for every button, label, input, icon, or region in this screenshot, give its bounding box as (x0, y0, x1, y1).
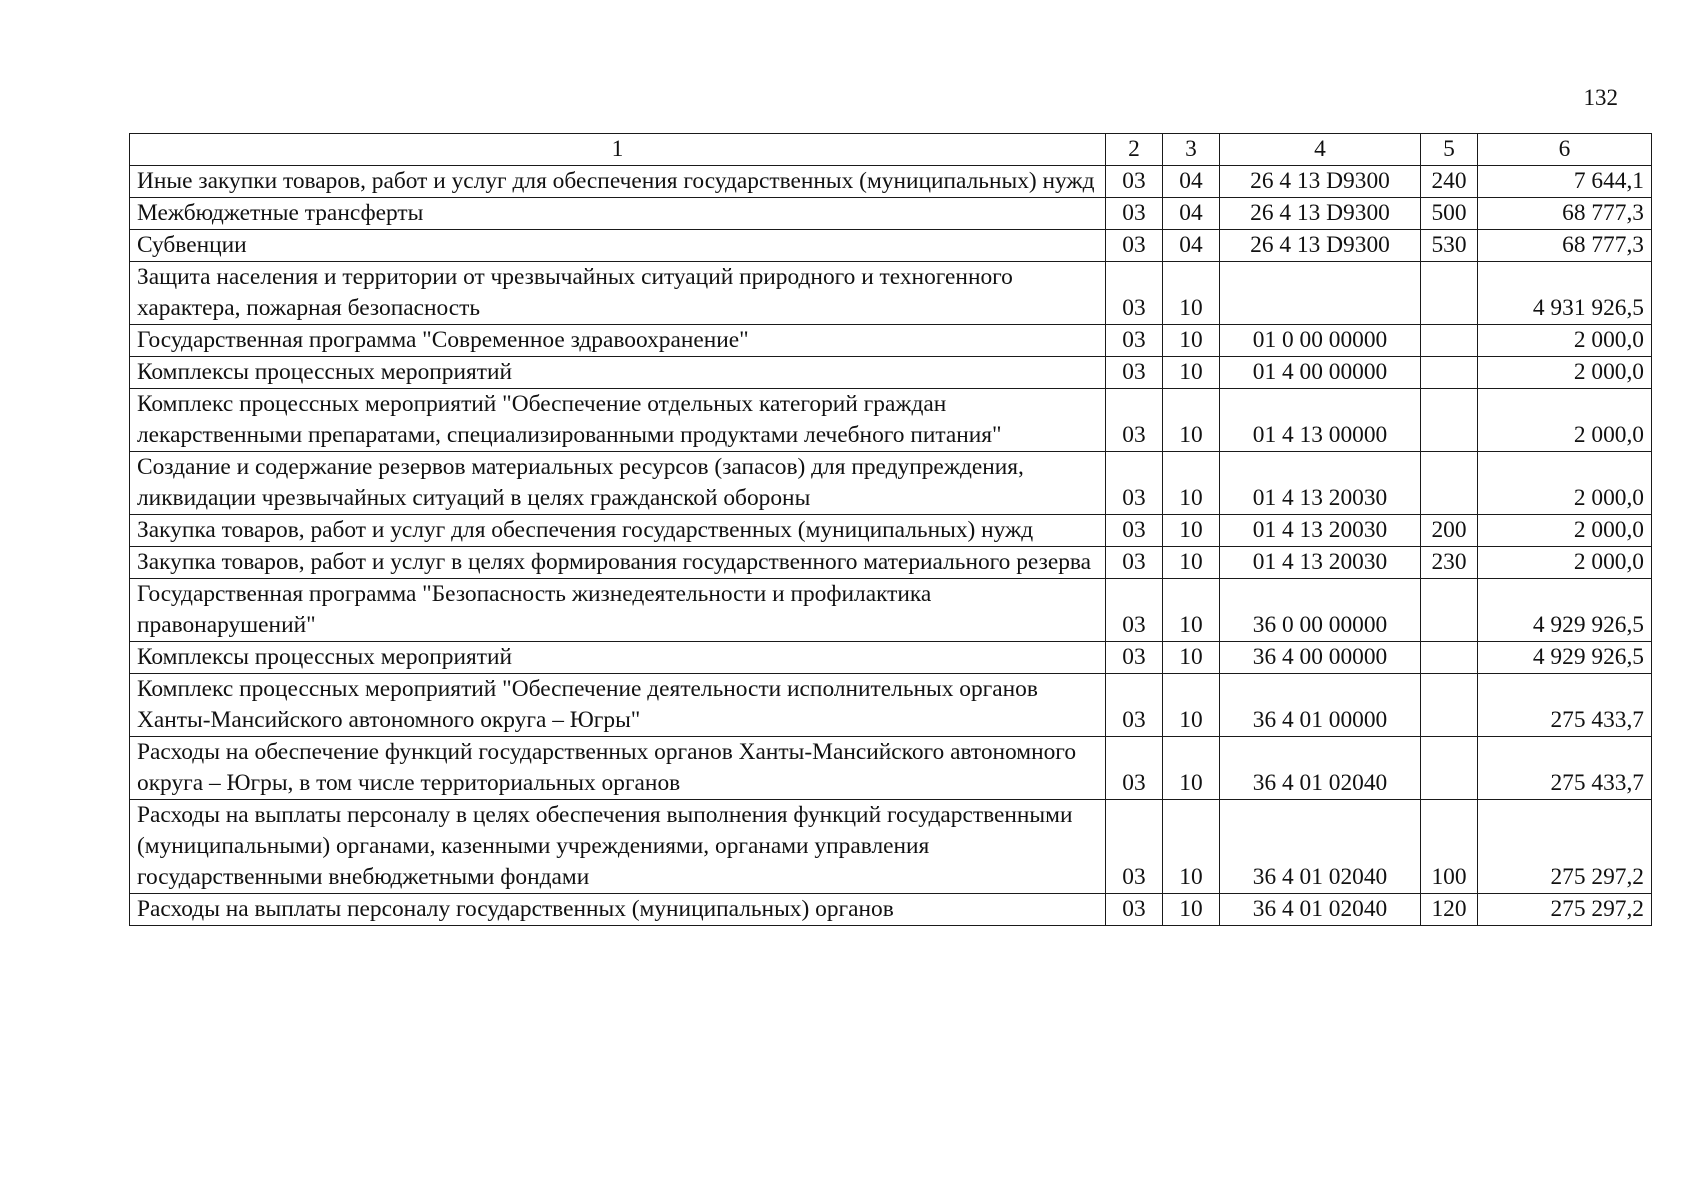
row-subsection: 10 (1163, 357, 1220, 389)
row-target-article: 26 4 13 D9300 (1220, 230, 1421, 262)
row-expense-type: 530 (1421, 230, 1478, 262)
table-row (130, 389, 1652, 452)
row-amount: 4 929 926,5 (1478, 642, 1652, 674)
row-target-article: 01 4 13 20030 (1220, 515, 1421, 547)
table-row (130, 198, 1652, 230)
row-section: 03 (1106, 357, 1163, 389)
row-subsection: 10 (1163, 800, 1220, 894)
row-subsection: 10 (1163, 642, 1220, 674)
row-subsection: 10 (1163, 674, 1220, 737)
row-expense-type (1421, 389, 1478, 452)
row-section: 03 (1106, 389, 1163, 452)
row-name: Закупка товаров, работ и услуг для обеспечения государственных (муниципальных) нужд (130, 515, 1106, 547)
row-amount: 2 000,0 (1478, 389, 1652, 452)
row-target-article: 36 4 01 02040 (1220, 737, 1421, 800)
row-target-article: 01 0 00 00000 (1220, 325, 1421, 357)
row-expense-type: 230 (1421, 547, 1478, 579)
page-number: 132 (1583, 85, 1618, 110)
row-name: Расходы на обеспечение функций государственных органов Ханты-Мансийского автономного округа – Югры, в том числе территориальных органов (130, 737, 1106, 800)
budget-table (129, 133, 1652, 926)
column-header-amount: 6 (1478, 134, 1652, 166)
column-header-expense-type: 5 (1421, 134, 1478, 166)
row-amount: 2 000,0 (1478, 325, 1652, 357)
row-subsection: 10 (1163, 389, 1220, 452)
row-amount: 2 000,0 (1478, 515, 1652, 547)
row-subsection: 10 (1163, 737, 1220, 800)
row-section: 03 (1106, 737, 1163, 800)
row-section: 03 (1106, 325, 1163, 357)
row-target-article: 01 4 13 20030 (1220, 547, 1421, 579)
row-amount: 2 000,0 (1478, 357, 1652, 389)
row-expense-type: 120 (1421, 894, 1478, 926)
row-amount: 4 929 926,5 (1478, 579, 1652, 642)
table-row (130, 800, 1652, 894)
row-subsection: 04 (1163, 198, 1220, 230)
row-subsection: 10 (1163, 452, 1220, 515)
row-subsection: 10 (1163, 515, 1220, 547)
row-section: 03 (1106, 894, 1163, 926)
row-target-article: 36 0 00 00000 (1220, 579, 1421, 642)
row-subsection: 10 (1163, 262, 1220, 325)
row-name: Комплексы процессных мероприятий (130, 357, 1106, 389)
row-target-article: 26 4 13 D9300 (1220, 198, 1421, 230)
row-amount: 4 931 926,5 (1478, 262, 1652, 325)
column-header-subsection: 3 (1163, 134, 1220, 166)
row-subsection: 10 (1163, 325, 1220, 357)
row-name: Государственная программа "Современное здравоохранение" (130, 325, 1106, 357)
row-expense-type: 500 (1421, 198, 1478, 230)
row-section: 03 (1106, 800, 1163, 894)
row-name: Закупка товаров, работ и услуг в целях формирования государственного материального резерва (130, 547, 1106, 579)
row-expense-type (1421, 737, 1478, 800)
table-row (130, 357, 1652, 389)
table-row (130, 674, 1652, 737)
row-amount: 2 000,0 (1478, 452, 1652, 515)
row-amount: 7 644,1 (1478, 166, 1652, 198)
table-row (130, 515, 1652, 547)
table-row (130, 452, 1652, 515)
row-subsection: 04 (1163, 230, 1220, 262)
row-target-article: 01 4 13 00000 (1220, 389, 1421, 452)
row-amount: 275 297,2 (1478, 894, 1652, 926)
table-row (130, 547, 1652, 579)
row-name: Комплекс процессных мероприятий "Обеспечение отдельных категорий граждан лекарственными препаратами, специализированными продуктами лечебного питания" (130, 389, 1106, 452)
row-name: Создание и содержание резервов материальных ресурсов (запасов) для предупреждения, ликвидации чрезвычайных ситуаций в целях гражданской обороны (130, 452, 1106, 515)
row-section: 03 (1106, 166, 1163, 198)
row-target-article: 36 4 01 02040 (1220, 800, 1421, 894)
row-section: 03 (1106, 547, 1163, 579)
row-amount: 275 297,2 (1478, 800, 1652, 894)
row-target-article: 01 4 00 00000 (1220, 357, 1421, 389)
table-row (130, 325, 1652, 357)
row-amount: 275 433,7 (1478, 737, 1652, 800)
row-expense-type (1421, 262, 1478, 325)
row-name: Субвенции (130, 230, 1106, 262)
row-subsection: 10 (1163, 894, 1220, 926)
row-name: Комплексы процессных мероприятий (130, 642, 1106, 674)
table-row (130, 262, 1652, 325)
row-expense-type (1421, 642, 1478, 674)
row-expense-type (1421, 325, 1478, 357)
row-target-article: 26 4 13 D9300 (1220, 166, 1421, 198)
row-name: Иные закупки товаров, работ и услуг для обеспечения государственных (муниципальных) нужд (130, 166, 1106, 198)
row-section: 03 (1106, 674, 1163, 737)
row-expense-type (1421, 579, 1478, 642)
row-section: 03 (1106, 452, 1163, 515)
table-row (130, 166, 1652, 198)
row-subsection: 04 (1163, 166, 1220, 198)
row-amount: 68 777,3 (1478, 230, 1652, 262)
row-subsection: 10 (1163, 579, 1220, 642)
row-name: Защита населения и территории от чрезвычайных ситуаций природного и техногенного характера, пожарная безопасность (130, 262, 1106, 325)
column-header-name: 1 (130, 134, 1106, 166)
row-section: 03 (1106, 198, 1163, 230)
row-expense-type (1421, 674, 1478, 737)
table-row (130, 230, 1652, 262)
row-name: Расходы на выплаты персоналу государственных (муниципальных) органов (130, 894, 1106, 926)
table-header-row (130, 134, 1652, 166)
row-expense-type (1421, 357, 1478, 389)
row-section: 03 (1106, 515, 1163, 547)
row-name: Комплекс процессных мероприятий "Обеспечение деятельности исполнительных органов Ханты-Мансийского автономного округа – Югры" (130, 674, 1106, 737)
row-name: Расходы на выплаты персоналу в целях обеспечения выполнения функций государственными (муниципальными) органами, казенными учреждениями, органами управления государственными внебюджетными фондами (130, 800, 1106, 894)
row-expense-type (1421, 452, 1478, 515)
row-section: 03 (1106, 642, 1163, 674)
row-target-article: 36 4 01 00000 (1220, 674, 1421, 737)
table-row (130, 737, 1652, 800)
row-target-article: 36 4 00 00000 (1220, 642, 1421, 674)
table-row (130, 642, 1652, 674)
row-name: Государственная программа "Безопасность жизнедеятельности и профилактика правонарушений" (130, 579, 1106, 642)
row-amount: 275 433,7 (1478, 674, 1652, 737)
row-section: 03 (1106, 230, 1163, 262)
table-row (130, 894, 1652, 926)
row-name: Межбюджетные трансферты (130, 198, 1106, 230)
row-subsection: 10 (1163, 547, 1220, 579)
row-expense-type: 240 (1421, 166, 1478, 198)
column-header-target-article: 4 (1220, 134, 1421, 166)
row-target-article: 36 4 01 02040 (1220, 894, 1421, 926)
row-expense-type: 200 (1421, 515, 1478, 547)
row-target-article: 01 4 13 20030 (1220, 452, 1421, 515)
table-row (130, 579, 1652, 642)
row-section: 03 (1106, 262, 1163, 325)
row-target-article (1220, 262, 1421, 325)
row-section: 03 (1106, 579, 1163, 642)
column-header-section: 2 (1106, 134, 1163, 166)
row-amount: 68 777,3 (1478, 198, 1652, 230)
row-amount: 2 000,0 (1478, 547, 1652, 579)
row-expense-type: 100 (1421, 800, 1478, 894)
